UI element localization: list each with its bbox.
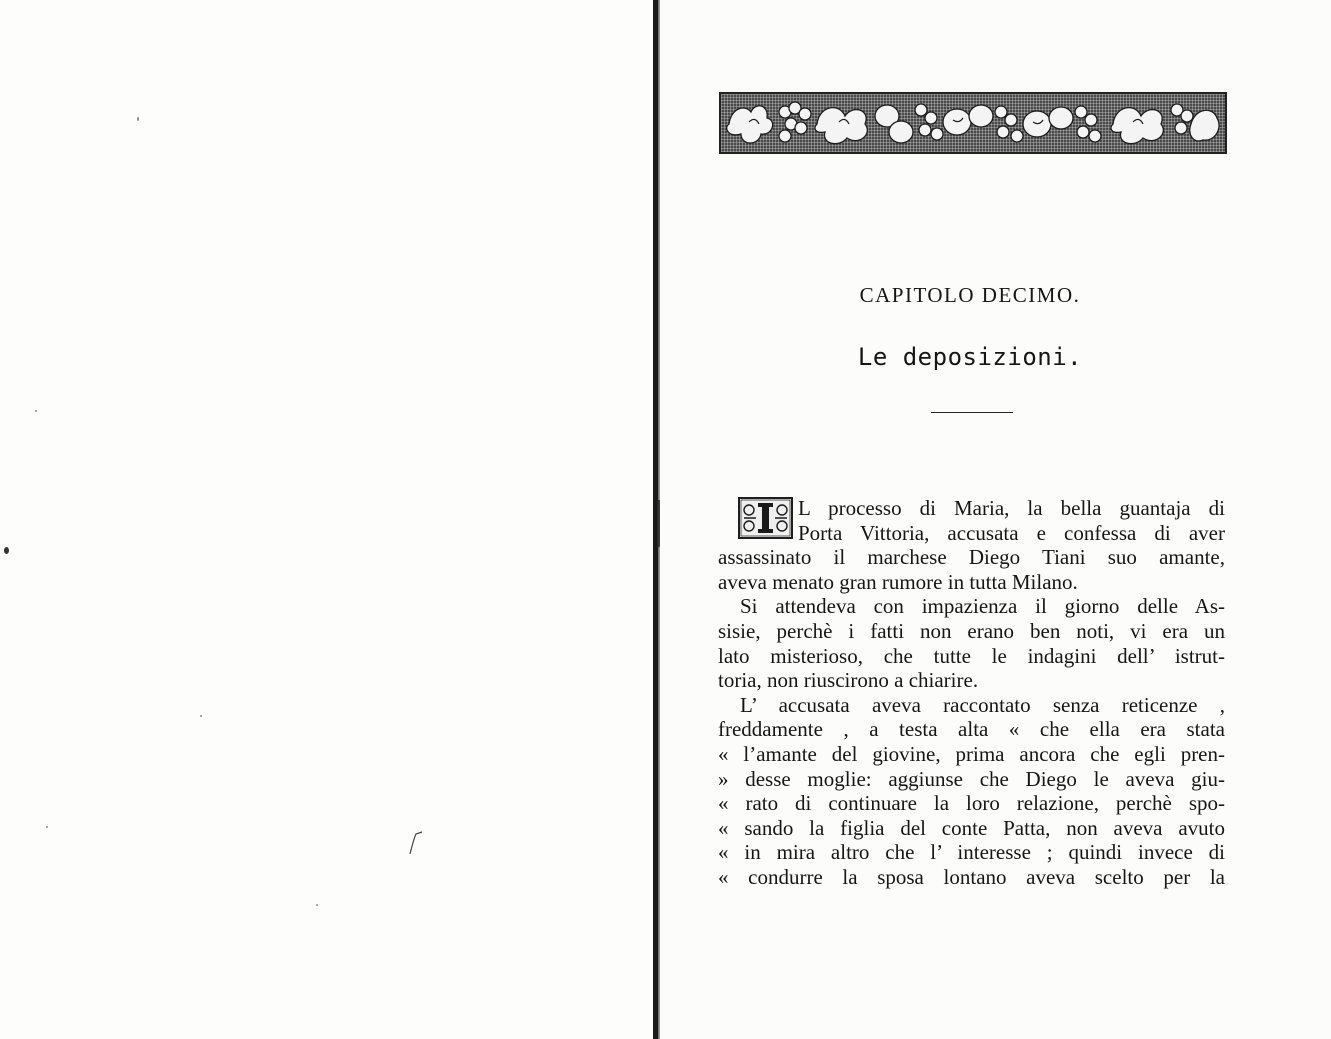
paragraph	[718, 496, 1225, 594]
text-line: L’ accusata aveva raccontato senza reticenze ,	[740, 692, 1225, 717]
paragraph	[718, 594, 1225, 692]
text-line: « condurre la sposa lontano aveva scelto per la	[718, 864, 1225, 889]
text-line: L processo di Maria, la bella guantaja di	[798, 496, 1225, 520]
text-line: « in mira altro che l’ interesse ; quindi invece di	[718, 840, 1225, 865]
paper-speck	[4, 547, 9, 554]
pencil-mark	[404, 830, 428, 856]
text-line: Si attendeva con impazienza il giorno delle As-	[740, 594, 1225, 619]
paper-speck	[316, 904, 318, 906]
text-line: assassinato il marchese Diego Tiani suo amante,	[718, 545, 1225, 570]
text-line: Porta Vittoria, accusata e confessa di aver	[798, 520, 1225, 545]
chapter-heading: CAPITOLO DECIMO.	[859, 283, 1081, 307]
text-line: » desse moglie: aggiunse che Diego le aveva giu-	[718, 766, 1225, 791]
title-divider	[931, 412, 1013, 413]
text-line: « l’amante del giovine, prima ancora che egli pren-	[718, 741, 1225, 766]
paper-speck	[137, 117, 139, 121]
body-text	[718, 496, 1225, 890]
text-line: « sando la figlia del conte Patta, non aveva avuto	[718, 815, 1225, 840]
paper-speck	[46, 826, 48, 828]
text-line: lato misterioso, che tutte le indagini dell’ istrut-	[718, 643, 1225, 668]
text-line: toria, non riuscirono a chiarire.	[718, 668, 979, 693]
text-line: freddamente , a testa alta « che ella era stata	[718, 717, 1225, 742]
chapter-title: Le deposizioni.	[857, 343, 1083, 371]
text-line: « rato di continuare la loro relazione, perchè spo-	[718, 791, 1225, 816]
left-page-blank	[0, 0, 654, 1039]
text-line: aveva menato gran rumore in tutta Milano.	[718, 569, 1078, 594]
paper-speck	[200, 715, 202, 717]
paper-speck	[35, 410, 37, 412]
text-line: sisie, perchè i fatti non erano ben noti, vi era un	[718, 618, 1225, 643]
paragraph	[718, 693, 1225, 890]
ornamental-header-band	[719, 92, 1227, 154]
